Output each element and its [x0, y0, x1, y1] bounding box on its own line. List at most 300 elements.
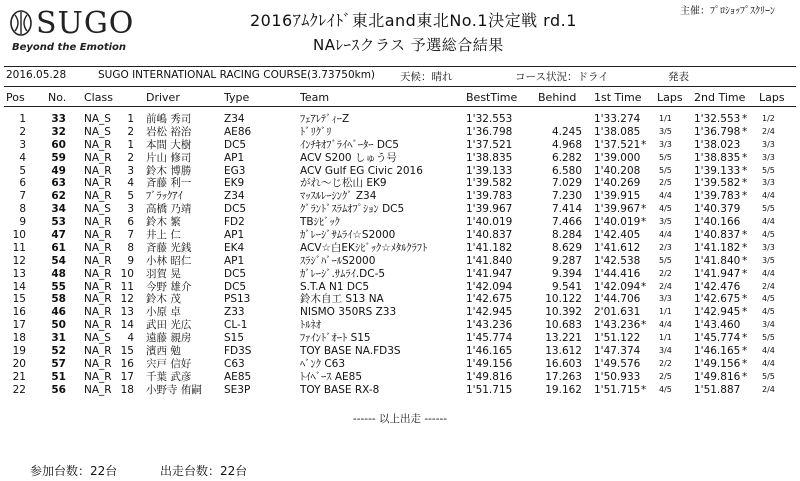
- cell-pos: 7: [19, 190, 26, 203]
- cell-class: NA_R: [84, 345, 112, 358]
- cell-first-best-mark: *: [641, 383, 647, 396]
- cell-no: 62: [51, 190, 66, 203]
- cell-behind: 19.162: [545, 383, 582, 396]
- cell-second-best-mark: *: [742, 190, 748, 203]
- divider: [4, 86, 796, 87]
- cell-class: NA_S: [84, 125, 111, 138]
- table-row: [0, 190, 800, 203]
- cell-class: NA_R: [84, 138, 112, 151]
- cell-driver: ﾌﾞﾗｯｸｱｲ: [146, 190, 183, 203]
- cell-second-best-mark: *: [742, 164, 748, 177]
- cell-behind: 13.612: [545, 345, 582, 358]
- cell-team: ﾄﾞﾘｸﾞﾘ: [300, 125, 332, 138]
- cell-first-best-mark: *: [641, 138, 647, 151]
- cell-pos: 13: [12, 267, 26, 280]
- cell-class: NA_R: [84, 306, 112, 319]
- cell-pos: 15: [12, 293, 26, 306]
- cell-no: 48: [51, 267, 66, 280]
- cell-besttime: 1'51.715: [466, 383, 513, 396]
- cell-class-pos: 7: [127, 229, 134, 242]
- cell-driver: 小野寺 侑嗣: [146, 383, 202, 396]
- cell-no: 53: [51, 216, 66, 229]
- cell-besttime: 1'39.967: [466, 203, 513, 216]
- cell-class: NA_R: [84, 254, 112, 267]
- cell-second-time: 1'39.582: [694, 177, 741, 190]
- cell-driver: 武田 光広: [146, 319, 192, 332]
- cell-pos: 12: [12, 254, 26, 267]
- cell-besttime: 1'39.133: [466, 164, 513, 177]
- cell-type: FD2: [224, 216, 245, 229]
- cell-first-time: 1'40.269: [594, 177, 641, 190]
- cell-driver: 井上 仁: [146, 229, 181, 242]
- cell-class: NA_R: [84, 229, 112, 242]
- cell-no: 59: [51, 151, 66, 164]
- cell-no: 63: [51, 177, 66, 190]
- cell-behind: 7.414: [551, 203, 582, 216]
- cell-team: TOY BASE NA.FD3S: [300, 345, 401, 358]
- cell-laps-1: 1/1: [659, 333, 672, 343]
- cell-first-time: 1'42.094: [594, 280, 641, 293]
- end-note: ------ 以上出走 ------: [352, 413, 448, 425]
- cell-no: 61: [51, 241, 66, 254]
- logo-text: SUGO: [36, 6, 135, 41]
- event-date: 2016.05.28: [6, 69, 67, 81]
- cell-laps-1: 5/5: [659, 255, 672, 265]
- cell-no: 58: [51, 293, 66, 306]
- cell-first-time: 1'40.019: [594, 216, 641, 229]
- cell-behind: 7.466: [551, 216, 582, 229]
- cell-type: CL-1: [224, 319, 248, 332]
- cell-besttime: 1'37.521: [466, 138, 513, 151]
- cell-first-time: 1'40.208: [594, 164, 641, 177]
- table-row: [0, 371, 800, 384]
- weather: 天候：晴れ: [400, 71, 453, 83]
- cell-second-time: 1'39.783: [694, 190, 741, 203]
- cell-driver: 斉藤 光銭: [146, 241, 192, 254]
- divider: [4, 66, 796, 67]
- cell-laps-2: 4/4: [762, 358, 775, 368]
- cell-behind: 7.029: [551, 177, 582, 190]
- cell-class-pos: 9: [127, 254, 134, 267]
- cell-no: 55: [51, 280, 66, 293]
- col-laps-2: Laps: [759, 91, 785, 104]
- cell-driver: 片山 修司: [146, 151, 192, 164]
- cell-class-pos: 18: [120, 383, 134, 396]
- cell-besttime: 1'41.840: [466, 254, 513, 267]
- cell-second-time: 1'38.835: [694, 151, 741, 164]
- cell-laps-2: 2/4: [762, 384, 775, 394]
- cell-second-best-mark: *: [742, 125, 748, 138]
- cell-besttime: 1'45.774: [466, 332, 513, 345]
- cell-no: 33: [51, 113, 66, 125]
- cell-type: EK9: [224, 177, 245, 190]
- cell-driver: 本間 大樹: [146, 138, 192, 151]
- entries-count: 参加台数：22台: [30, 464, 118, 478]
- cell-class-pos: 12: [120, 293, 134, 306]
- cell-driver: 濱西 勉: [146, 345, 181, 358]
- cell-driver: 岩松 裕治: [146, 125, 192, 138]
- cell-driver: 羽賀 晃: [146, 267, 181, 280]
- cell-class: NA_R: [84, 164, 112, 177]
- cell-behind: 17.263: [545, 370, 582, 383]
- cell-driver: 小林 昭仁: [146, 254, 192, 267]
- cell-behind: 6.282: [551, 151, 582, 164]
- cell-first-best-mark: *: [641, 319, 647, 332]
- cell-type: SE3P: [224, 383, 251, 396]
- cell-pos: 3: [19, 138, 26, 151]
- cell-second-best-mark: *: [742, 306, 748, 319]
- cell-second-best-mark: *: [742, 345, 748, 358]
- cell-class: NA_S: [84, 113, 111, 125]
- cell-type: Z34: [224, 113, 245, 125]
- cell-second-time: 1'38.023: [694, 138, 741, 151]
- cell-class-pos: 15: [120, 345, 134, 358]
- table-row: [0, 332, 800, 345]
- cell-class-pos: 11: [120, 280, 134, 293]
- cell-first-time: 1'39.915: [594, 190, 641, 203]
- cell-driver: 千葉 武彦: [146, 370, 192, 383]
- cell-behind: 10.122: [545, 293, 582, 306]
- cell-laps-1: 3/5: [659, 126, 672, 136]
- table-row: [0, 229, 800, 242]
- cell-pos: 6: [19, 177, 26, 190]
- cell-besttime: 1'43.236: [466, 319, 513, 332]
- cell-driver: 今野 雄介: [146, 280, 192, 293]
- cell-type: AP1: [224, 151, 245, 164]
- cell-team: ACV Gulf EG Civic 2016: [300, 164, 423, 177]
- cell-second-time: 1'49.816: [694, 370, 741, 383]
- col-pos: Pos: [6, 91, 25, 104]
- cell-behind: 6.580: [551, 164, 582, 177]
- cell-team: ﾍﾞﾝｸ C63: [300, 357, 346, 370]
- cell-besttime: 1'39.582: [466, 177, 513, 190]
- cell-class: NA_R: [84, 190, 112, 203]
- cell-laps-2: 4/5: [762, 294, 775, 304]
- col-second-time: 2nd Time: [694, 91, 746, 104]
- cell-class-pos: 8: [127, 241, 134, 254]
- cell-laps-2: 1/2: [762, 114, 775, 123]
- cell-laps-1: 5/5: [659, 152, 672, 162]
- table-row: [0, 306, 800, 319]
- cell-driver: 宍戸 信好: [146, 357, 192, 370]
- cell-laps-1: 2/2: [659, 268, 672, 278]
- cell-laps-2: 3/4: [762, 320, 775, 330]
- cell-besttime: 1'36.798: [466, 125, 513, 138]
- cell-laps-1: 1/1: [659, 307, 672, 317]
- cell-laps-2: 5/5: [762, 333, 775, 343]
- cell-type: S15: [224, 332, 245, 345]
- cell-team: ｸﾞﾗﾝﾄﾞｽﾗﾑｵﾌﾟｼｮﾝ DC5: [300, 203, 405, 216]
- cell-laps-2: 4/4: [762, 191, 775, 201]
- cell-first-time: 1'42.538: [594, 254, 641, 267]
- cell-laps-1: 3/5: [659, 217, 672, 227]
- results-table: [0, 113, 800, 397]
- cell-team: ﾄｲﾍﾞｰｽ AE85: [300, 370, 363, 383]
- cell-laps-1: 2/5: [659, 371, 672, 381]
- cell-behind: 9.287: [551, 254, 582, 267]
- cell-laps-2: 4/5: [762, 307, 775, 317]
- cell-laps-2: 3/3: [762, 139, 775, 149]
- table-row: [0, 242, 800, 255]
- cell-no: 51: [51, 370, 66, 383]
- cell-class-pos: 1: [127, 113, 134, 125]
- cell-class-pos: 4: [127, 177, 134, 190]
- cell-second-time: 1'43.460: [694, 319, 741, 332]
- cell-first-time: 1'51.122: [594, 332, 641, 345]
- cell-type: DC5: [224, 203, 247, 216]
- cell-second-time: 1'42.675: [694, 293, 741, 306]
- divider: [4, 106, 796, 107]
- cell-team: 鈴木自工 S13 NA: [300, 293, 384, 306]
- cell-behind: 4.245: [551, 125, 582, 138]
- col-behind: Behind: [538, 91, 577, 104]
- sugo-logo: [10, 6, 160, 58]
- cell-first-time: 1'44.706: [594, 293, 641, 306]
- cell-first-time: 1'44.416: [594, 267, 641, 280]
- cell-pos: 4: [19, 151, 26, 164]
- cell-no: 56: [51, 383, 66, 396]
- cell-second-best-mark: *: [742, 267, 748, 280]
- cell-laps-2: 5/5: [762, 371, 775, 381]
- cell-driver: 高橋 乃靖: [146, 203, 192, 216]
- cell-pos: 11: [12, 241, 26, 254]
- cell-behind: 7.230: [551, 190, 582, 203]
- cell-second-time: 1'40.166: [694, 216, 741, 229]
- cell-besttime: 1'41.182: [466, 241, 513, 254]
- col-team: Team: [300, 91, 330, 104]
- cell-pos: 22: [12, 383, 26, 396]
- cell-laps-1: 2/3: [659, 242, 672, 252]
- cell-team: NISMO 350RS Z33: [300, 306, 397, 319]
- cell-laps-1: 3/4: [659, 346, 672, 356]
- cell-besttime: 1'32.553: [466, 113, 513, 125]
- cell-team: ｶﾞﾚｰｼﾞｻﾑﾗｲ☆S2000: [300, 229, 396, 242]
- cell-second-time: 1'45.774: [694, 332, 741, 345]
- cell-pos: 21: [12, 370, 26, 383]
- col-besttime: BestTime: [466, 91, 518, 104]
- col-type: Type: [224, 91, 250, 104]
- cell-laps-2: 3/3: [762, 242, 775, 252]
- table-row: [0, 165, 800, 178]
- cell-laps-1: 4/4: [659, 230, 672, 240]
- cell-no: 54: [51, 254, 66, 267]
- cell-first-time: 1'51.715: [594, 383, 641, 396]
- cell-second-time: 1'32.553: [694, 113, 741, 125]
- cell-second-best-mark: *: [742, 151, 748, 164]
- col-first-time: 1st Time: [594, 91, 642, 104]
- table-row: [0, 358, 800, 371]
- sugo-emblem-icon: [10, 10, 32, 36]
- cell-first-time: 1'38.085: [594, 125, 641, 138]
- cell-besttime: 1'40.837: [466, 229, 513, 242]
- cell-no: 46: [51, 306, 66, 319]
- cell-behind: 8.629: [551, 241, 582, 254]
- announce-label: 発表: [668, 71, 689, 83]
- page-subtitle: NAﾚｰｽクラス 予選総合結果: [313, 36, 504, 54]
- cell-second-best-mark: *: [742, 241, 748, 254]
- cell-no: 52: [51, 345, 66, 358]
- cell-driver: 鈴木 茂: [146, 293, 181, 306]
- cell-no: 32: [51, 125, 66, 138]
- cell-first-time: 1'42.405: [594, 229, 641, 242]
- cell-pos: 5: [19, 164, 26, 177]
- cell-first-time: 1'33.274: [594, 113, 641, 125]
- table-row: [0, 319, 800, 332]
- cell-class: NA_R: [84, 319, 112, 332]
- cell-driver: 小原 卓: [146, 306, 181, 319]
- cell-pos: 16: [12, 306, 26, 319]
- cell-behind: 10.392: [545, 306, 582, 319]
- cell-no: 34: [51, 203, 66, 216]
- cell-laps-2: 3/5: [762, 255, 775, 265]
- cell-class-pos: 1: [127, 138, 134, 151]
- cell-type: AE86: [224, 125, 252, 138]
- cell-class-pos: 10: [120, 267, 134, 280]
- cell-class-pos: 2: [127, 125, 134, 138]
- cell-type: Z34: [224, 190, 245, 203]
- organizer: 主催：ﾌﾟﾛｼｮｯﾌﾟｽｸﾘｰﾝ: [680, 6, 775, 17]
- cell-no: 60: [51, 138, 66, 151]
- cell-driver: 遠藤 親房: [146, 332, 192, 345]
- cell-behind: 9.394: [551, 267, 582, 280]
- cell-class-pos: 4: [127, 332, 134, 345]
- cell-first-time: 1'43.236: [594, 319, 641, 332]
- cell-second-best-mark: *: [742, 293, 748, 306]
- logo-tagline: Beyond the Emotion: [12, 42, 127, 53]
- col-class: Class: [84, 91, 113, 104]
- cell-team: ﾌｧｲﾝﾄﾞｵｰﾄ S15: [300, 332, 371, 345]
- cell-besttime: 1'49.156: [466, 357, 513, 370]
- cell-second-time: 1'42.945: [694, 306, 741, 319]
- col-laps-1: Laps: [657, 91, 683, 104]
- table-row: [0, 384, 800, 397]
- cell-behind: 16.603: [545, 357, 582, 370]
- cell-driver: 斉藤 利一: [146, 177, 192, 190]
- cell-team: がれ〜じ松山 EK9: [300, 177, 387, 190]
- cell-class: NA_R: [84, 177, 112, 190]
- cell-driver: 鈴木 博勝: [146, 164, 192, 177]
- cell-second-time: 1'40.379: [694, 203, 741, 216]
- table-row: [0, 268, 800, 281]
- cell-class: NA_R: [84, 241, 112, 254]
- col-driver: Driver: [146, 91, 180, 104]
- cell-laps-2: 2/4: [762, 281, 775, 291]
- cell-type: AP1: [224, 254, 245, 267]
- cell-laps-1: 4/5: [659, 384, 672, 394]
- table-row: [0, 345, 800, 358]
- cell-second-best-mark: *: [742, 332, 748, 345]
- table-row: [0, 177, 800, 190]
- cell-second-time: 1'51.887: [694, 383, 741, 396]
- cell-second-time: 1'40.837: [694, 229, 741, 242]
- cell-behind: 9.541: [551, 280, 582, 293]
- cell-first-time: 1'39.000: [594, 151, 641, 164]
- cell-pos: 1: [19, 113, 26, 125]
- cell-class-pos: 17: [120, 370, 134, 383]
- cell-laps-1: 1/1: [659, 114, 672, 123]
- cell-laps-1: 3/3: [659, 294, 672, 304]
- cell-first-time: 1'49.576: [594, 357, 641, 370]
- cell-team: ﾄﾙﾈｵ: [300, 319, 321, 332]
- cell-laps-1: 2/2: [659, 358, 672, 368]
- cell-type: EG3: [224, 164, 246, 177]
- cell-driver: 前嶋 秀司: [146, 113, 192, 125]
- cell-team: ACV S200 しゅう号: [300, 151, 397, 164]
- cell-second-time: 1'39.133: [694, 164, 741, 177]
- cell-first-time: 1'41.612: [594, 241, 641, 254]
- cell-type: DC5: [224, 280, 247, 293]
- cell-class-pos: 13: [120, 306, 134, 319]
- cell-laps-2: 4/4: [762, 217, 775, 227]
- cell-team: ｶﾞﾚｰｼﾞ.ｻﾑﾗｲ.DC-5: [300, 267, 386, 280]
- cell-behind: 13.221: [545, 332, 582, 345]
- cell-second-time: 1'41.947: [694, 267, 741, 280]
- cell-laps-2: 4/4: [762, 346, 775, 356]
- cell-class-pos: 14: [120, 319, 134, 332]
- starters-count: 出走台数：22台: [160, 464, 248, 478]
- cell-class-pos: 3: [127, 164, 134, 177]
- cell-class: NA_S: [84, 203, 111, 216]
- cell-pos: 20: [12, 357, 26, 370]
- cell-class: NA_R: [84, 280, 112, 293]
- cell-besttime: 1'40.019: [466, 216, 513, 229]
- cell-besttime: 1'46.165: [466, 345, 513, 358]
- cell-laps-1: 5/5: [659, 165, 672, 175]
- cell-first-time: 2'01.631: [594, 306, 641, 319]
- cell-behind: 8.284: [551, 229, 582, 242]
- cell-class: NA_R: [84, 293, 112, 306]
- table-row: [0, 126, 800, 139]
- cell-second-time: 1'41.840: [694, 254, 741, 267]
- cell-type: AP1: [224, 229, 245, 242]
- cell-laps-2: 2/4: [762, 126, 775, 136]
- cell-besttime: 1'39.783: [466, 190, 513, 203]
- cell-second-time: 1'49.156: [694, 357, 741, 370]
- cell-second-time: 1'41.182: [694, 241, 741, 254]
- cell-laps-2: 4/4: [762, 268, 775, 278]
- cell-type: AE85: [224, 370, 252, 383]
- cell-laps-2: 5/5: [762, 165, 775, 175]
- cell-behind: 4.968: [551, 138, 582, 151]
- cell-no: 50: [51, 319, 66, 332]
- cell-type: DC5: [224, 267, 247, 280]
- cell-no: 57: [51, 357, 66, 370]
- cell-second-best-mark: *: [742, 357, 748, 370]
- cell-pos: 8: [19, 203, 26, 216]
- cell-class: NA_R: [84, 383, 112, 396]
- cell-class-pos: 2: [127, 151, 134, 164]
- course-name: SUGO INTERNATIONAL RACING COURSE(3.73750km): [98, 69, 376, 81]
- table-row: [0, 139, 800, 152]
- cell-pos: 17: [12, 319, 26, 332]
- cell-laps-1: 4/4: [659, 191, 672, 201]
- cell-second-best-mark: *: [742, 177, 748, 190]
- cell-class: NA_S: [84, 332, 111, 345]
- cell-class: NA_R: [84, 357, 112, 370]
- cell-type: EK4: [224, 241, 245, 254]
- cell-team: S.T.A N1 DC5: [300, 280, 369, 293]
- cell-laps-2: 3/3: [762, 152, 775, 162]
- cell-type: DC5: [224, 138, 247, 151]
- table-row: [0, 203, 800, 216]
- cell-type: PS13: [224, 293, 251, 306]
- cell-team: TOY BASE RX-8: [300, 383, 380, 396]
- cell-first-best-mark: *: [641, 203, 647, 216]
- page-title: 2016ｱﾑｸﾚｲﾄﾞ東北and東北No.1決定戦 rd.1: [250, 11, 577, 30]
- cell-besttime: 1'42.945: [466, 306, 513, 319]
- col-no: No.: [48, 91, 67, 104]
- cell-behind: 10.683: [545, 319, 582, 332]
